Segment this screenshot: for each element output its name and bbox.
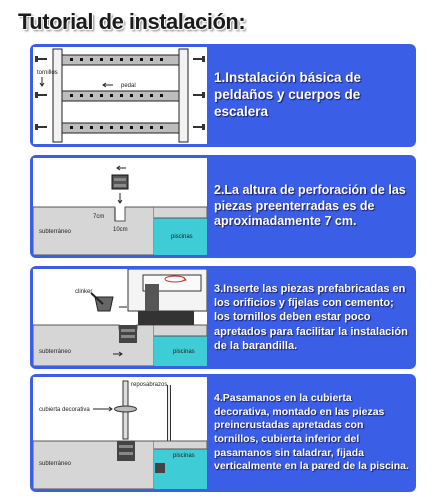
pool-label: piscinas xyxy=(171,234,193,240)
width-label: 10cm xyxy=(113,227,128,233)
underground-label: subterráneo xyxy=(39,229,72,235)
step-2-illustration xyxy=(33,158,207,255)
step-1-panel xyxy=(30,44,416,147)
page-title: Tutorial de instalación: xyxy=(18,9,246,34)
ladder-steps-diagram xyxy=(33,47,207,144)
step-2-panel xyxy=(30,155,416,258)
underground-label: subterráneo xyxy=(39,461,72,467)
armrest-label: reposabrazos xyxy=(131,382,168,388)
clinker-label: clinker xyxy=(75,289,93,295)
step-4-panel xyxy=(30,374,416,492)
pool-label: piscinas xyxy=(173,453,195,459)
handrail-mount-diagram xyxy=(33,377,207,489)
pedal-label: pedal xyxy=(121,83,136,89)
step-4-illustration xyxy=(33,377,207,489)
underground-label: subterráneo xyxy=(39,349,72,355)
step-3-panel xyxy=(30,266,416,369)
step-1-illustration xyxy=(33,47,207,144)
tread-3 xyxy=(62,123,179,133)
pool-label: piscinas xyxy=(173,349,195,355)
tread-2 xyxy=(62,91,179,101)
step-3-illustration xyxy=(33,269,207,366)
tread-1 xyxy=(62,55,179,65)
cement-fixing-diagram xyxy=(33,269,207,366)
step-3-text: 3.Inserte las piezas prefabricadas en los orificios y fíjelas con cemento; los tornillos deben estar poco apretados para facilitar la instalación de la barandilla. xyxy=(214,282,408,352)
drilling-depth-diagram xyxy=(33,158,207,255)
depth-label: 7cm xyxy=(93,214,105,220)
cover-label: cubierta decorativa xyxy=(39,407,90,413)
step-4-text: 4.Pasamanos en la cubierta decorativa, montado en las piezas preincrustadas apretadas con tornillos, cubierta inferior del pasamanos sin taladrar, fijada verticalmente en la pared de la piscina. xyxy=(214,392,409,473)
step-2-text: 2.La altura de perforación de las piezas preenterradas es de aproximadamente 7 cm. xyxy=(214,183,406,229)
step-1-text: 1.Instalación básica de peldaños y cuerpos de escalera xyxy=(214,70,362,119)
screws-label: tornillos xyxy=(37,70,58,76)
